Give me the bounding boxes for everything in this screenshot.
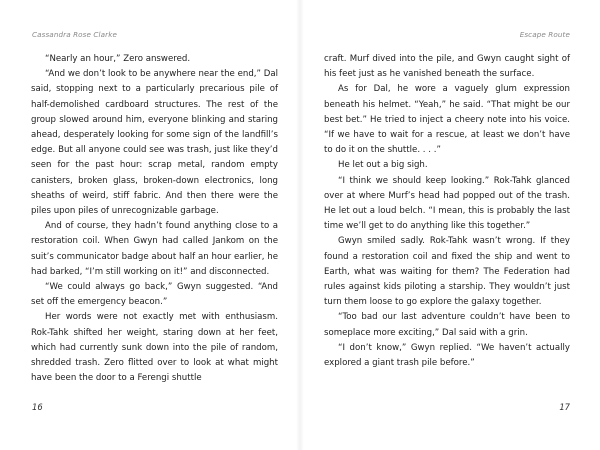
paragraph: “We could always go back,” Gwyn suggested. “And set off the emergency beacon.” — [31, 282, 278, 308]
paragraph: “And we don’t look to be anywhere near the end,” Dal said, stopping next to a particularly precarious pile of half-demolished cardboard structures. The rest of the group slowed around him, everyone blinking and staring ahead, desperately looking for some sign of the landfill’s edge. But all anyone could see was trash, just like they’d seen for the past hour: scrap metal, random empty canisters, broken glass, broken-down electronics, long sheaths of weird, stiff fabric. And then there were the piles upon piles of unrecognizable garbage. — [31, 69, 278, 217]
right-page — [300, 0, 600, 450]
running-head-title: Escape Route — [519, 30, 570, 39]
page-number-right: 17 — [559, 402, 570, 412]
paragraph: “I don’t know,” Gwyn replied. “We haven’t actually explored a giant trash pile before.” — [324, 342, 570, 369]
right-page-text — [324, 52, 570, 371]
paragraph-continuation: craft. Murf dived into the pile, and Gwyn caught sight of his feet just as he vanished beneath the surface. — [324, 54, 570, 80]
left-page-text — [31, 52, 278, 386]
paragraph: As for Dal, he wore a vaguely glum expression beneath his helmet. “Yeah,” he said. “That might be our best bet.” He tried to inject a cheery note into his voice. “If we have to wait for a rescue, at least we don’t have to do it on the shuttle. . . .” — [324, 84, 570, 156]
paragraph: “I think we should keep looking.” Rok-Tahk glanced over at where Murf’s head had popped out of the trash. He let out a loud belch. “I mean, this is probably the last time we’ll get to do anything like this together.” — [324, 175, 570, 232]
paragraph: “Nearly an hour,” Zero answered. — [45, 54, 191, 64]
paragraph: He let out a big sigh. — [338, 160, 428, 171]
left-page — [0, 0, 290, 450]
paragraph: And of course, they hadn’t found anything close to a restoration coil. When Gwyn had called Jankom on the suit’s communicator badge about half an hour earlier, he had barked, “I’m still working on it!” and disconnected. — [31, 221, 278, 277]
page-number-left: 16 — [32, 402, 43, 412]
paragraph: Her words were not exactly met with enthusiasm. Rok-Tahk shifted her weight, staring down at her feet, which had currently sunk down into the pile of random, shredded trash. Zero flitted over to look at what might have been the door to a Ferengi shuttle — [31, 312, 278, 384]
running-head-author: Cassandra Rose Clarke — [32, 30, 117, 39]
paragraph: Gwyn smiled sadly. Rok-Tahk wasn’t wrong. If they found a restoration coil and fixed the ship and went to Earth, what was waiting for them? The Federation had rules against kids piloting a starship. They wouldn’t just turn them loose to go explore the galaxy together. — [324, 236, 570, 308]
paragraph: “Too bad our last adventure couldn’t have been to someplace more exciting,” Dal said with a grin. — [324, 312, 570, 338]
